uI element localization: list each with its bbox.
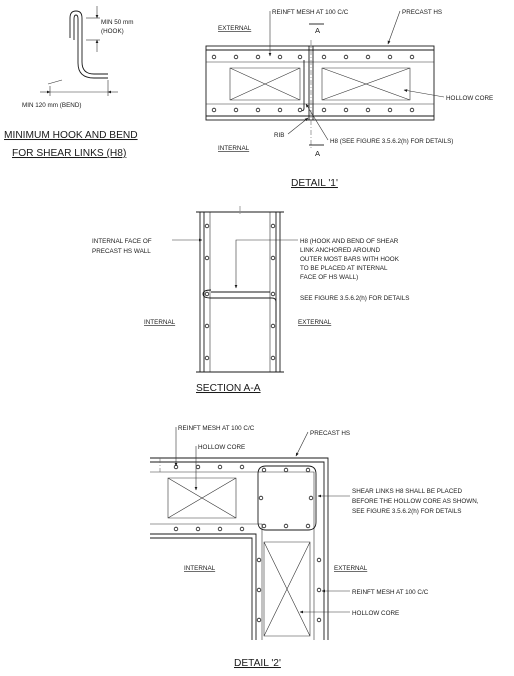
detail2-shear-note-1: SHEAR LINKS H8 SHALL BE PLACED	[352, 488, 463, 495]
detail1-hollow-core-right	[322, 68, 410, 100]
section-h8-note-6: SEE FIGURE 3.5.6.2(h) FOR DETAILS	[300, 295, 410, 302]
detail2-hollow-core-top	[168, 478, 236, 518]
detail-2	[150, 425, 479, 669]
section-title: SECTION A-A	[196, 383, 261, 394]
detail2-wall-outline	[150, 458, 328, 640]
detail2-mesh-bottom-label: REINFT MESH AT 100 C/C	[352, 589, 429, 596]
section-h8-note-1: H8 (HOOK AND BEND OF SHEAR	[300, 238, 399, 245]
section-internal-face-1: INTERNAL FACE OF	[92, 238, 152, 245]
section-h8-link	[203, 290, 276, 322]
section-external-label: EXTERNAL	[298, 319, 332, 326]
detail1-internal-label: INTERNAL	[218, 145, 250, 152]
detail2-hollow-core-bottom	[264, 542, 310, 636]
detail1-hollow-core-label: HOLLOW CORE	[446, 95, 494, 102]
detail1-mesh-label: REINFT MESH AT 100 C/C	[272, 9, 349, 16]
detail2-internal-label: INTERNAL	[184, 565, 216, 572]
section-internal-label: INTERNAL	[144, 319, 176, 326]
detail1-title: DETAIL '1'	[291, 178, 338, 189]
detail2-shear-note-3: SEE FIGURE 3.5.6.2(h) FOR DETAILS	[352, 508, 462, 515]
detail1-wall-outline	[206, 46, 434, 120]
hook-bend-detail	[4, 6, 138, 159]
detail2-shear-note-2: BEFORE THE HOLLOW CORE AS SHOWN,	[352, 498, 479, 505]
hook-title-line2: FOR SHEAR LINKS (H8)	[12, 148, 127, 159]
detail1-rib-label: RIB	[274, 132, 285, 139]
hook-dim-label: MIN 50 mm	[101, 19, 134, 26]
detail2-hollow-core-top-label: HOLLOW CORE	[198, 444, 246, 451]
detail1-h8-link	[300, 60, 304, 111]
detail2-hollow-core-bottom-label: HOLLOW CORE	[352, 610, 400, 617]
detail2-title: DETAIL '2'	[234, 658, 281, 669]
detail1-h8-note: H8 (SEE FIGURE 3.5.6.2(h) FOR DETAILS)	[330, 138, 454, 145]
hook-dim-sub: (HOOK)	[101, 28, 124, 35]
detail-1	[206, 9, 493, 189]
section-h8-note-5: FACE OF HS WALL)	[300, 274, 359, 281]
hook-title-line1: MINIMUM HOOK AND BEND	[4, 130, 138, 141]
section-a-a	[92, 206, 409, 394]
section-h8-note-4: TO BE PLACED AT INTERNAL	[300, 265, 388, 272]
section-internal-face-2: PRECAST HS WALL	[92, 248, 151, 255]
section-h8-note-3: OUTER MOST BARS WITH HOOK	[300, 256, 399, 263]
section-marker-top: A	[315, 26, 321, 35]
detail2-mesh-top-label: REINFT MESH AT 100 C/C	[178, 425, 255, 432]
detail2-external-label: EXTERNAL	[334, 565, 368, 572]
detail2-precast-label: PRECAST HS	[310, 430, 351, 437]
section-h8-note-2: LINK ANCHORED AROUND	[300, 247, 381, 254]
detail1-precast-label: PRECAST HS	[402, 9, 443, 16]
detail2-shear-link	[258, 466, 316, 530]
section-marker-bottom: A	[315, 149, 321, 158]
detail1-hollow-core-left	[230, 68, 300, 100]
detail1-external-label: EXTERNAL	[218, 25, 252, 32]
bend-dim-label: MIN 120 mm (BEND)	[22, 102, 82, 109]
